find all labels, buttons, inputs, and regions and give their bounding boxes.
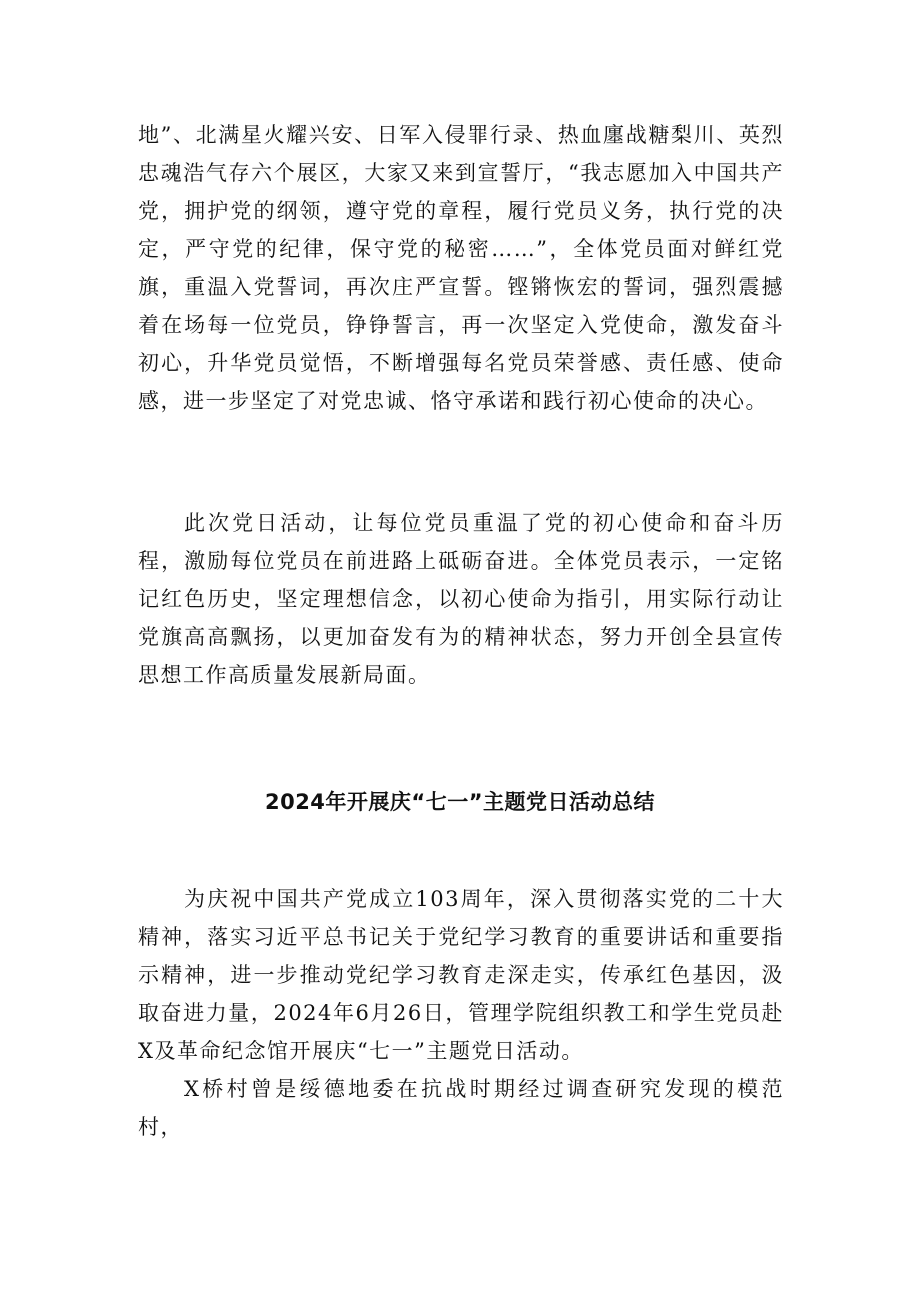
paragraph-intro: 为庆祝中国共产党成立103周年，深入贯彻落实党的二十大精神，落实习近平总书记关于党纪学习教育的重要讲话和重要指示精神，进一步推动党纪学习教育走深走实，传承红色基因，汲取奋进力量，2024年6月26日，管理学院组织教工和学生党员赴X及革命纪念馆开展庆“七一”主题党日活动。 — [138, 887, 784, 1063]
body-text-section-top — [138, 116, 784, 420]
document-title: 2024年开展庆“七一”主题党日活动总结 — [264, 790, 656, 814]
body-text-section-new-article — [138, 880, 784, 1146]
paragraph-continued: 地”、北满星火耀兴安、日军入侵罪行录、热血廛战糖梨川、英烈忠魂浩气存六个展区，大家又来到宣誓厅，“我志愿加入中国共产党，拥护党的纲领，遵守党的章程，履行党员义务，执行党的决定，严守党的纪律，保守党的秘密……”，全体党员面对鲜红党旗，重温入党誓词，再次庄严宣誓。铿锵恢宏的誓词，强烈震撼着在场每一位党员，铮铮誓言，再一次坚定入党使命，激发奋斗初心，升华党员觉悟，不断增强每名党员荣誉感、责任感、使命感，进一步坚定了对党忠诚、恪守承诺和践行初心使命的决心。 — [138, 123, 784, 413]
body-text-section-summary — [138, 504, 784, 694]
paragraph-village: X桥村曾是绥德地委在抗战时期经过调查研究发现的模范村， — [138, 1077, 784, 1139]
paragraph-summary: 此次党日活动，让每位党员重温了党的初心使命和奋斗历程，激励每位党员在前进路上砥砺奋进。全体党员表示，一定铭记红色历史，坚定理想信念，以初心使命为指引，用实际行动让党旗高高飘扬，以更加奋发有为的精神状态，努力开创全县宣传思想工作高质量发展新局面。 — [138, 511, 784, 687]
